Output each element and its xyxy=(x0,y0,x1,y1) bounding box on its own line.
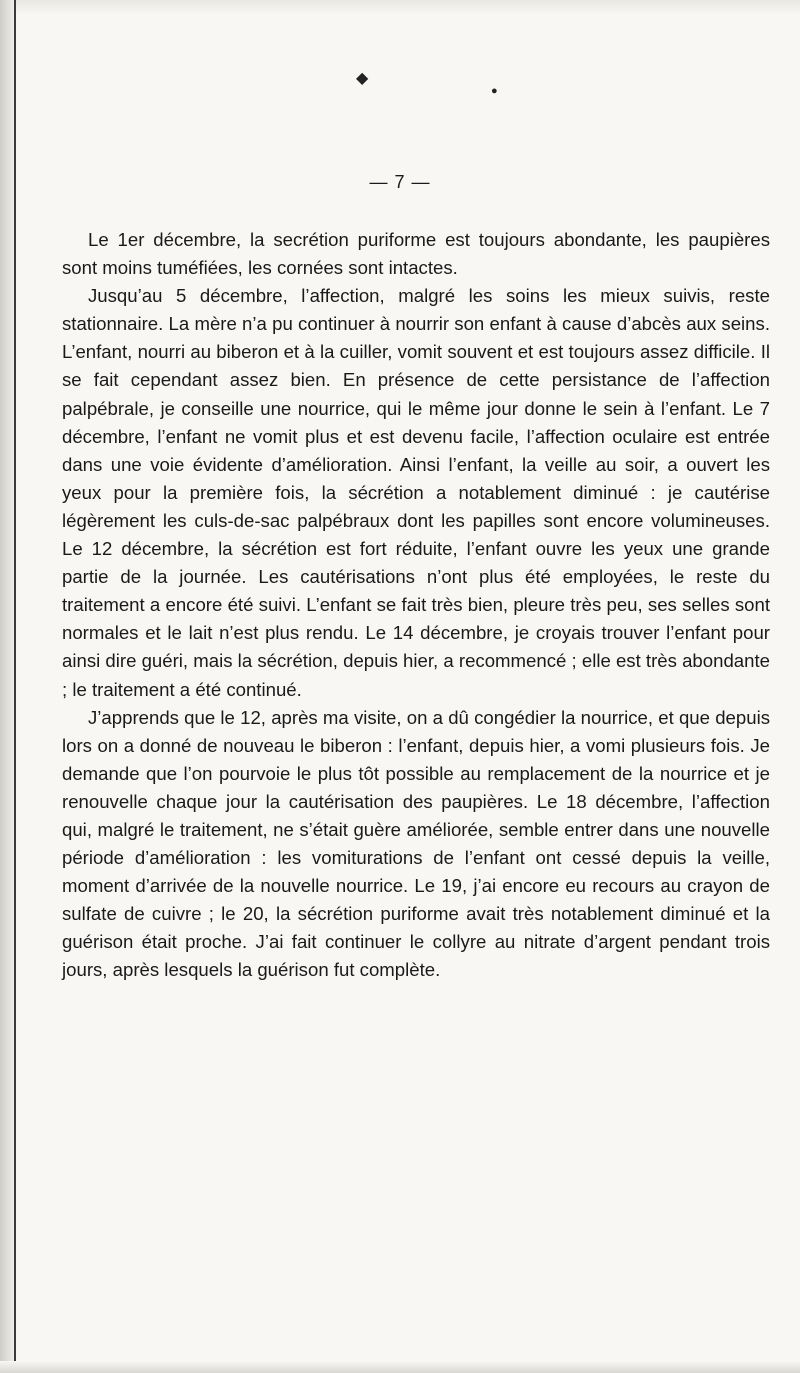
ink-dot-mark: ● xyxy=(491,85,498,97)
paragraph: Le 1er décembre, la secrétion puriforme est toujours abondante, les paupières sont moins tuméfiées, les cornées sont intactes. xyxy=(62,229,770,279)
page-binding-border xyxy=(0,0,16,1373)
page-bottom-edge xyxy=(0,1361,800,1373)
paragraph: Jusqu’au 5 décembre, l’affection, malgré les soins les mieux suivis, reste stationnaire. La mère n’a pu continuer à nourrir son enfant à cause d’abcès aux seins. L’enfant, nourri au biberon et à la cuiller, vomit souvent et est toujours assez difficile. Il se fait cependant assez bien. En présence de cette persistance de l’affection palpébrale, je conseille une nourrice, qui le même jour donne le sein à l’enfant. Le 7 décembre, l’enfant ne vomit plus et est devenu facile, l’affection oculaire est entrée dans une voie évidente d’amélioration. Ainsi l’enfant, la veille au soir, a ouvert les yeux pour la première fois, la sécrétion a notablement diminué : je cautérise légèrement les culs-de-sac palpébraux dont les papilles sont encore volumineuses. Le 12 décembre, la sécrétion est fort réduite, l’enfant ouvre les yeux une grande partie de la journée. Les cautérisations n’ont plus été employées, le reste du traitement a encore été suivi. L’enfant se fait très bien, pleure très peu, ses selles sont normales et le lait n’est plus rendu. Le 14 décembre, je croyais trouver l’enfant pour ainsi dire guéri, mais la sécrétion, depuis hier, a recommencé ; elle est très abondante ; le traitement a été continué. xyxy=(62,285,770,700)
ink-blot-mark: ◆ xyxy=(356,70,369,87)
page-top-edge xyxy=(0,0,800,14)
body-text xyxy=(62,226,770,985)
paragraph: J’apprends que le 12, après ma visite, on a dû congédier la nourrice, et que depuis lors on a donné de nouveau le biberon : l’enfant, depuis hier, a vomi plusieurs fois. Je demande que l’on pourvoie le plus tôt possible au remplacement de la nourrice et je renouvelle chaque jour la cautérisation des paupières. Le 18 décembre, l’affection qui, malgré le traitement, ne s’était guère améliorée, semble entrer dans une nouvelle période d’amélioration : les vomiturations de l’enfant ont cessé depuis la veille, moment d’arrivée de la nouvelle nourrice. Le 19, j’ai encore eu recours au crayon de sulfate de cuivre ; le 20, la sécrétion puriforme avait très notablement diminué et la guérison était proche. J’ai fait continuer le collyre au nitrate d’argent pendant trois jours, après lesquels la guérison fut complète. xyxy=(62,706,770,981)
page-number: — 7 — xyxy=(369,172,431,192)
